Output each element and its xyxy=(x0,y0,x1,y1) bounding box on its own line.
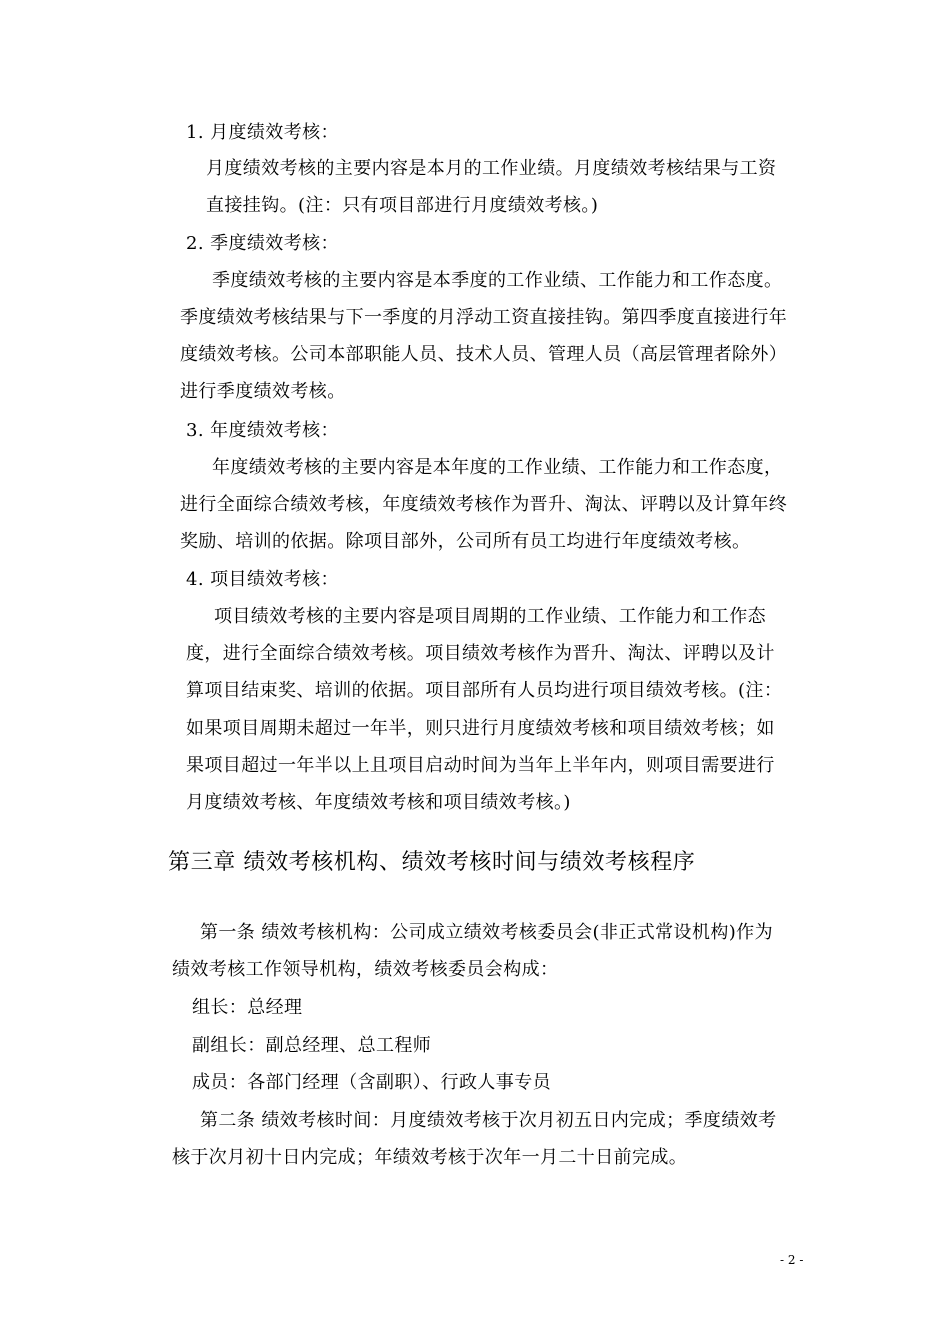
chapter-heading: 第三章 绩效考核机构、绩效考核时间与绩效考核程序 xyxy=(168,850,696,875)
section-annual-line-2: 进行全面综合绩效考核，年度绩效考核作为晋升、淘汰、评聘以及计算年终 xyxy=(180,494,788,515)
article-2-line-1: 第二条 绩效考核时间：月度绩效考核于次月初五日内完成；季度绩效考 xyxy=(200,1110,777,1131)
section-project-line-1: 项目绩效考核的主要内容是项目周期的工作业绩、工作能力和工作态 xyxy=(214,606,766,627)
member-leader: 组长：总经理 xyxy=(192,997,303,1018)
article-1-line-2: 绩效考核工作领导机构，绩效考核委员会构成： xyxy=(172,959,559,980)
section-annual-title: 3. 年度绩效考核： xyxy=(186,420,339,441)
section-annual-line-1: 年度绩效考核的主要内容是本年度的工作业绩、工作能力和工作态度， xyxy=(212,457,783,478)
section-quarterly-line-3: 度绩效考核。公司本部职能人员、技术人员、管理人员（高层管理者除外） xyxy=(180,344,788,365)
section-quarterly-line-4: 进行季度绩效考核。 xyxy=(180,381,346,402)
section-project-line-3: 算项目结束奖、培训的依据。项目部所有人员均进行项目绩效考核。(注： xyxy=(186,680,783,701)
page-number: - 2 - xyxy=(780,1253,804,1267)
section-annual-line-3: 奖励、培训的依据。除项目部外，公司所有员工均进行年度绩效考核。 xyxy=(180,531,751,552)
section-project-title: 4. 项目绩效考核： xyxy=(186,569,339,590)
section-quarterly-line-2: 季度绩效考核结果与下一季度的月浮动工资直接挂钩。第四季度直接进行年 xyxy=(180,307,788,328)
member-deputy: 副组长：副总经理、总工程师 xyxy=(192,1035,432,1056)
section-project-line-4: 如果项目周期未超过一年半，则只进行月度绩效考核和项目绩效考核；如 xyxy=(186,718,775,739)
section-project-line-6: 月度绩效考核、年度绩效考核和项目绩效考核。) xyxy=(186,792,571,813)
section-monthly-title: 1. 月度绩效考核： xyxy=(186,122,339,143)
article-2-line-2: 核于次月初十日内完成；年绩效考核于次年一月二十日前完成。 xyxy=(172,1147,688,1168)
section-project-line-5: 果项目超过一年半以上且项目启动时间为当年上半年内，则项目需要进行 xyxy=(186,755,775,776)
member-staff: 成员：各部门经理（含副职）、行政人事专员 xyxy=(192,1072,551,1093)
section-quarterly-line-1: 季度绩效考核的主要内容是本季度的工作业绩、工作能力和工作态度。 xyxy=(212,270,783,291)
section-quarterly-title: 2. 季度绩效考核： xyxy=(186,233,339,254)
section-project-line-2: 度，进行全面综合绩效考核。项目绩效考核作为晋升、淘汰、评聘以及计 xyxy=(186,643,775,664)
section-monthly-line-2: 直接挂钩。(注：只有项目部进行月度绩效考核。) xyxy=(206,195,599,216)
section-monthly-line-1: 月度绩效考核的主要内容是本月的工作业绩。月度绩效考核结果与工资 xyxy=(206,158,777,179)
article-1-line-1: 第一条 绩效考核机构：公司成立绩效考核委员会(非正式常设机构)作为 xyxy=(200,922,773,943)
